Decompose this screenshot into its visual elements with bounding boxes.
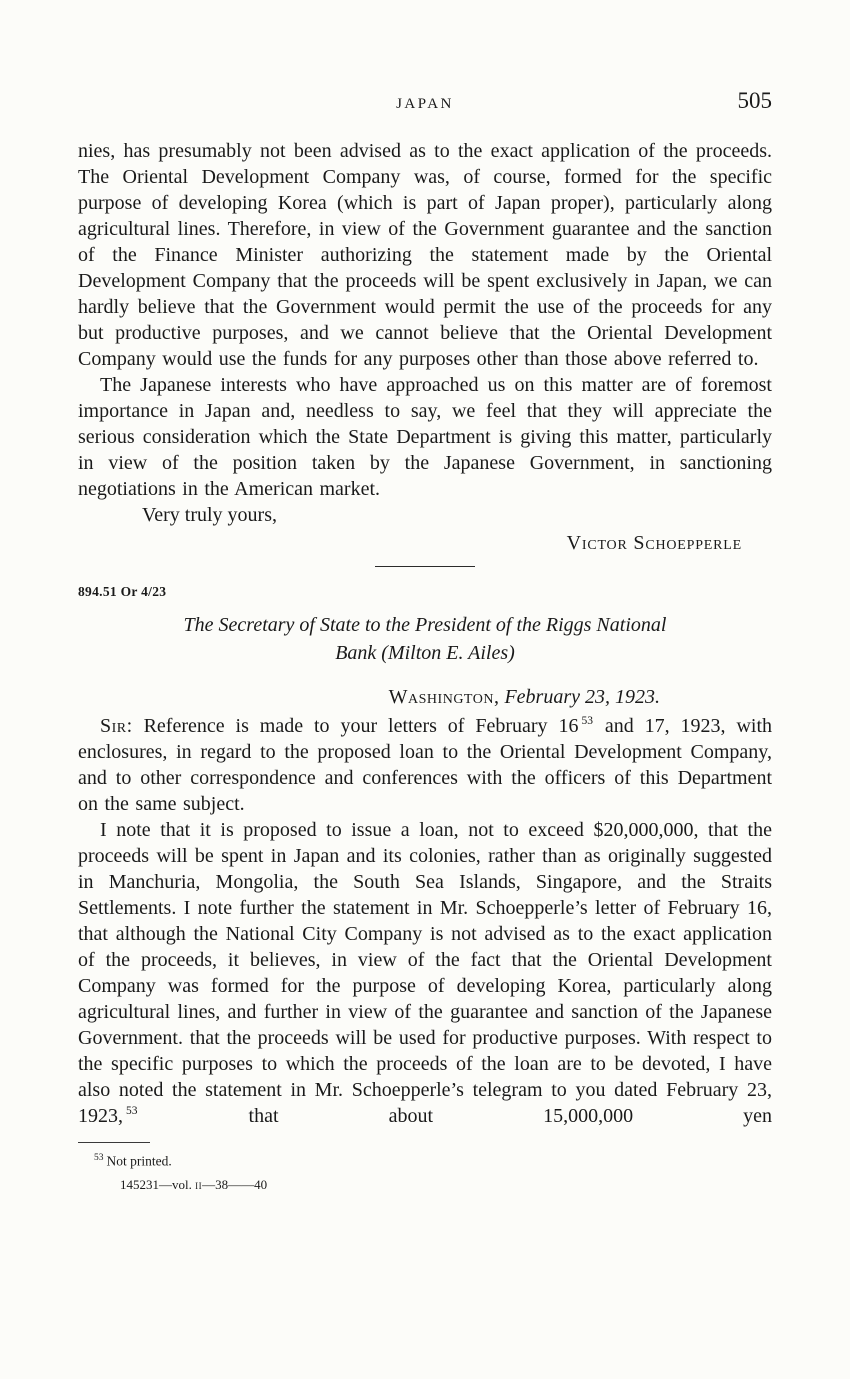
file-number: 894.51 Or 4/23 [78, 584, 167, 599]
printer-line-suffix: —38——40 [202, 1176, 268, 1192]
page-number: 505 [737, 88, 772, 113]
document-heading-line-2: Bank (Milton E. Ailes) [335, 642, 515, 664]
printer-signature-line [120, 1177, 772, 1193]
printer-line-prefix: 145231—vol. [120, 1176, 196, 1192]
document-heading-line-1: The Secretary of State to the President of the Riggs National [183, 614, 667, 636]
footnote-text: Not printed. [106, 1153, 172, 1169]
footnote-separator-rule [78, 1142, 150, 1143]
footnote [94, 1150, 772, 1170]
footnote-reference-1: 53 [581, 715, 593, 728]
letter1-paragraph-2: The Japanese interests who have approached us on this matter are of foremost importance in Japan and, needless to say, we feel that they will appreciate the serious consideration which the State Department is giving this matter, particularly in view of the position taken by the Japanese Government, in sanctioning negotiations in the American market. [78, 374, 772, 500]
letter1-signature: Victor Schoepperle [566, 532, 742, 554]
dateline [78, 684, 772, 710]
footnote-reference-2: 53 [126, 1105, 138, 1118]
running-header-title: JAPAN [396, 96, 454, 112]
footnote-marker: 53 [94, 1153, 104, 1163]
document-heading [78, 611, 772, 667]
dateline-date: February 23, 1923. [499, 686, 660, 708]
running-header [78, 88, 772, 116]
printer-line-volume: ii [195, 1176, 203, 1192]
letter1-paragraph-1: nies, has presumably not been advised as to the exact application of the proceeds. The Oriental Development Company was, of course, formed for the specific purpose of developing Korea (which is part of Japan proper), particularly along agricultural lines. Therefore, in view of the Government guarantee and the sanction of the Finance Minister authorizing the statement made by the Oriental Development Company that the proceeds will be spent exclusively in Japan, we can hardly believe that the Government would permit the use of the proceeds for any but productive purposes, and we cannot believe that the Oriental Development Company would use the funds for any purposes other than those above referred to. [78, 140, 772, 370]
dateline-place: Washington, [388, 686, 500, 708]
letter2-paragraph-2-text-b: that about 15,000,000 yen [138, 1105, 772, 1127]
letter2-paragraph-2-text-a: I note that it is proposed to issue a loan, not to exceed $20,000,000, that the proceeds will be spent in Japan and its colonies, rather than as originally suggested in Manchuria, Mongolia, the South Sea Islands, Singapore, and the Straits Settlements. I note further the statement in Mr. Schoepperle’s letter of February 16, that although the National City Company is not advised as to the exact application of the proceeds, it believes, in view of the fact that the Oriental Development Company was formed for the purpose of developing Korea, particularly along agricultural lines, and further in view of the guarantee and sanction of the Japanese Government. that the proceeds will be used for productive purposes. With respect to the specific purposes to which the proceeds of the loan are to be devoted, I have also noted the statement in Mr. Schoepperle’s telegram to you dated February 23, 1923, [78, 819, 772, 1127]
section-divider-rule [375, 566, 475, 567]
salutation: Sir: [100, 715, 133, 737]
page-content [78, 88, 772, 1193]
letter1-closing: Very truly yours, [142, 504, 277, 526]
letter2-paragraph-1-text-a: Reference is made to your letters of February 16 [132, 715, 579, 737]
letter2-paragraph-1 [78, 713, 772, 817]
letter2-paragraph-2 [78, 817, 772, 1129]
letter2-paragraph-1-text-b: and 17, 1923, with enclosures, in regard to the proposed loan to the Oriental Development Company, and to other correspondence and conferences with the officers of this Department on the same subject. [78, 715, 772, 815]
